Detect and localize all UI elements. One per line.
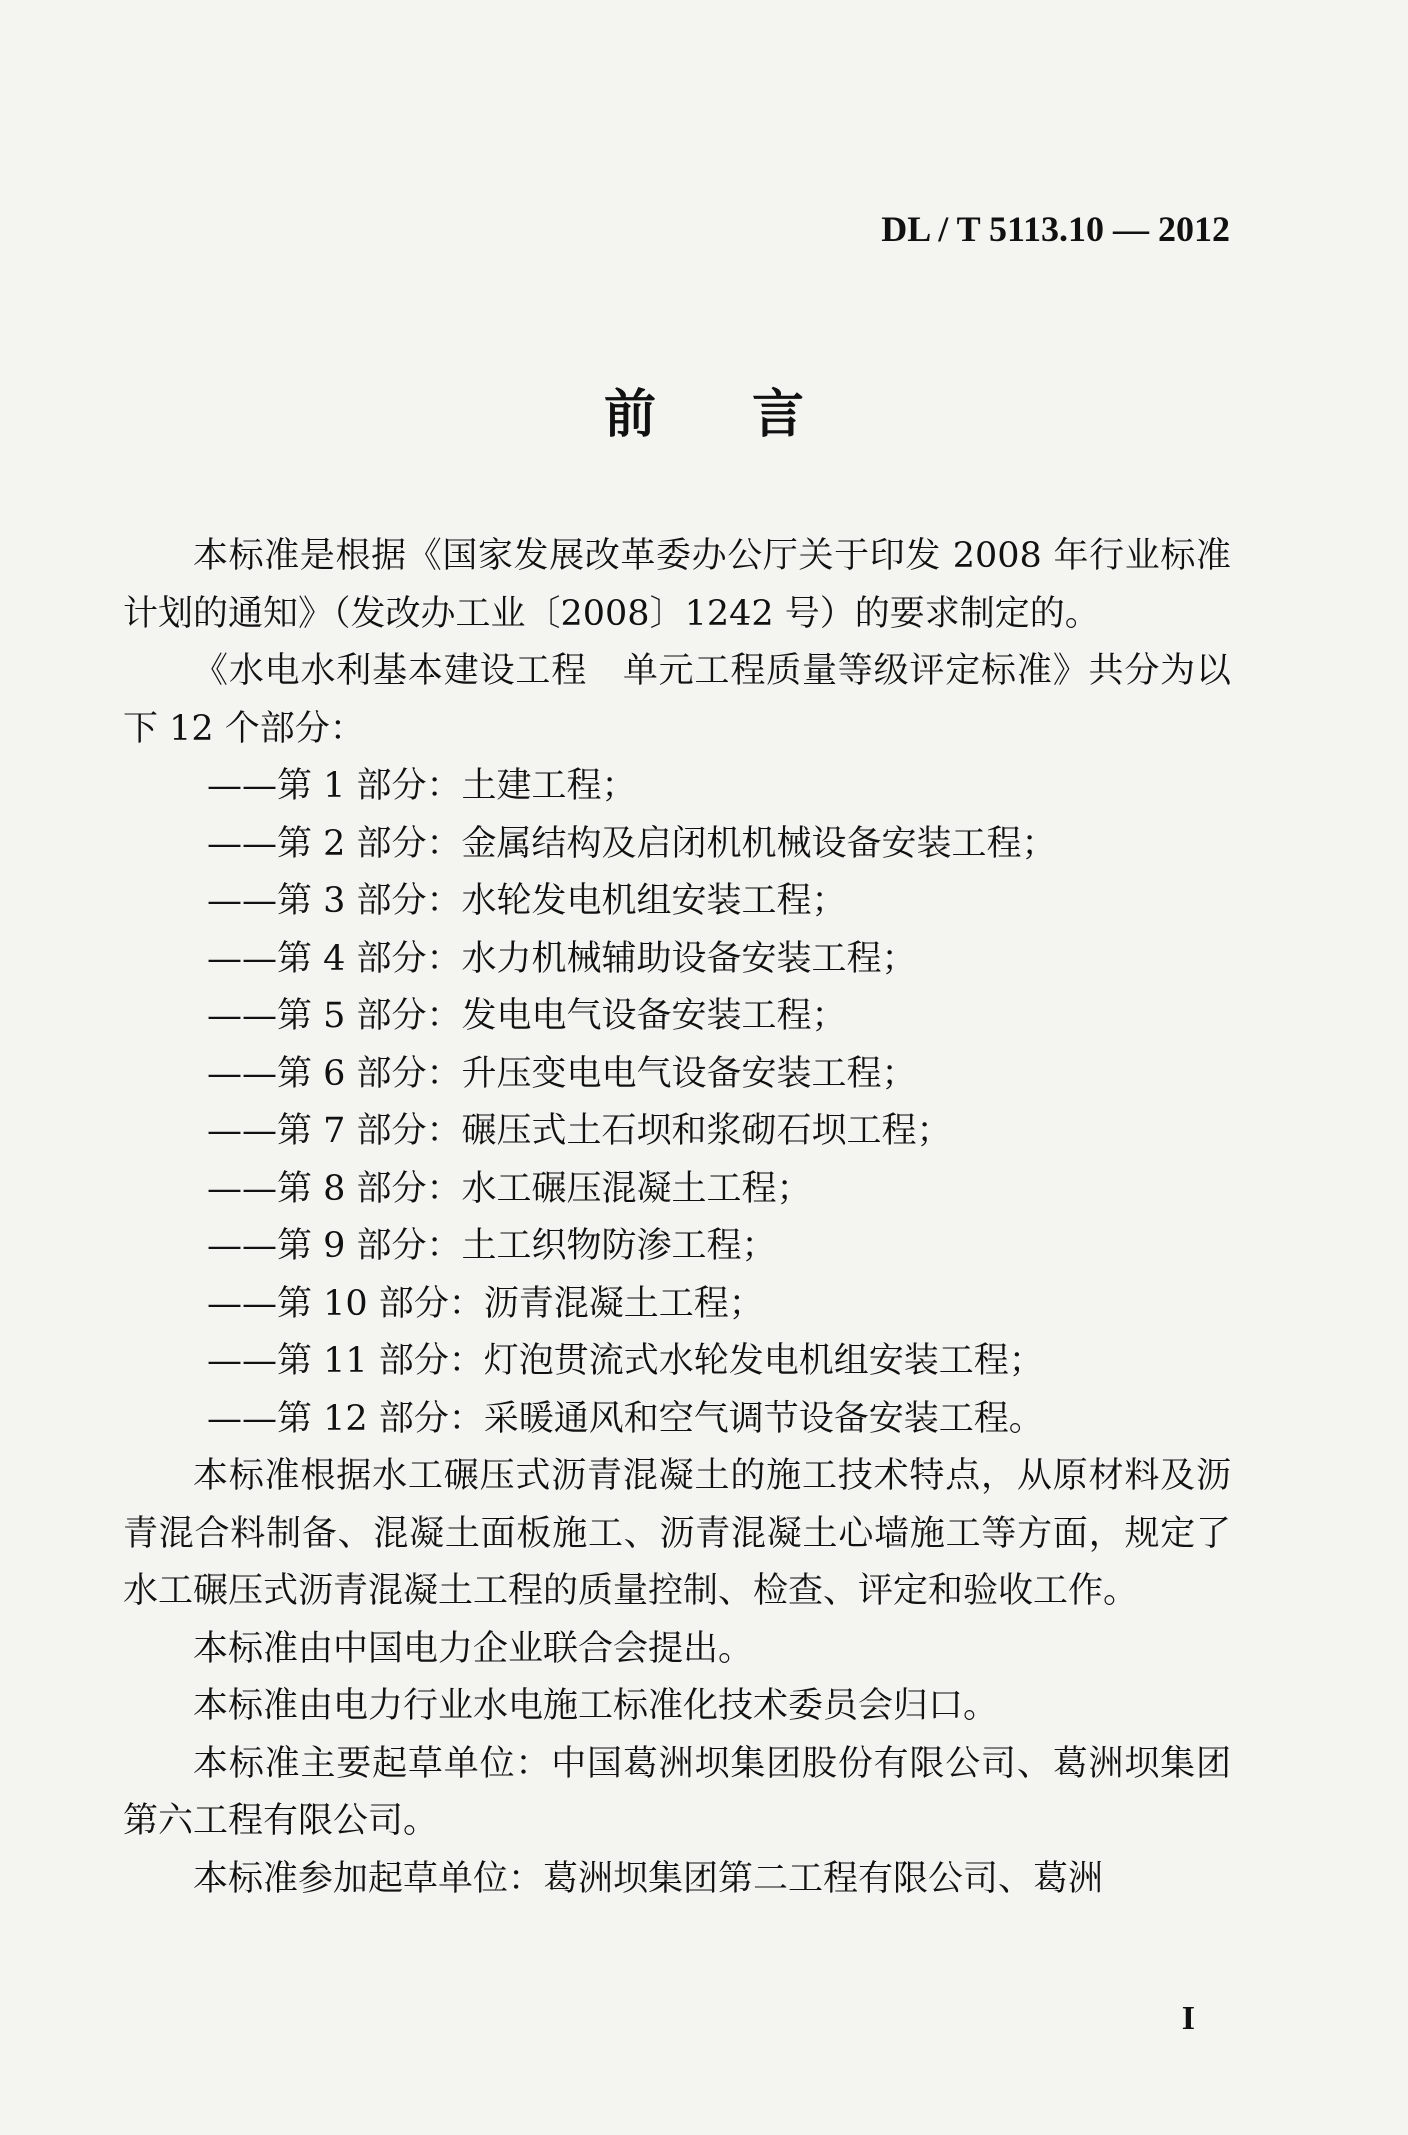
list-item: ——第 5 部分：发电电气设备安装工程； bbox=[207, 996, 847, 1036]
list-item: ——第 2 部分：金属结构及启闭机机械设备安装工程； bbox=[207, 823, 1057, 864]
list-item: ——第 10 部分：沥青混凝土工程； bbox=[207, 1283, 764, 1324]
paragraph-scope: 本标准根据水工碾压式沥青混凝土的施工技术特点，从原材料及沥青混合料制备、混凝土面板施工、沥青混凝土心墙施工等方面，规定了水工碾压式沥青混凝土工程的质量控制、检查、评定和验收工作。 bbox=[123, 1456, 1231, 1611]
list-item: ——第 3 部分：水轮发电机组安装工程； bbox=[207, 881, 847, 921]
paragraph-participating-drafters: 本标准参加起草单位：葛洲坝集团第二工程有限公司、葛洲 bbox=[193, 1858, 1104, 1899]
list-item: ——第 6 部分：升压变电电气设备安装工程； bbox=[207, 1053, 917, 1094]
list-item: ——第 11 部分：灯泡贯流式水轮发电机组安装工程； bbox=[207, 1341, 1044, 1381]
list-item: ——第 4 部分：水力机械辅助设备安装工程； bbox=[207, 938, 917, 979]
page-number: I bbox=[1181, 2000, 1195, 2037]
list-item: ——第 9 部分：土工织物防渗工程； bbox=[207, 1226, 777, 1266]
paragraph-committee: 本标准由电力行业水电施工标准化技术委员会归口。 bbox=[193, 1686, 999, 1726]
paragraph-parts-intro: 《水电水利基本建设工程 单元工程质量等级评定标准》共分为以下 12 个部分： bbox=[123, 651, 1231, 749]
paragraph-proposer: 本标准由中国电力企业联合会提出。 bbox=[193, 1628, 754, 1669]
list-item: ——第 8 部分：水工碾压混凝土工程； bbox=[207, 1168, 812, 1209]
list-item: ——第 12 部分：采暖通风和空气调节设备安装工程。 bbox=[207, 1398, 1044, 1439]
list-item: ——第 7 部分：碾压式土石坝和浆砌石坝工程； bbox=[207, 1111, 952, 1151]
standard-code: DL / T 5113.10 — 2012 bbox=[881, 209, 1230, 249]
body-text bbox=[123, 528, 1231, 1908]
paragraph-basis: 本标准是根据《国家发展改革委办公厅关于印发 2008 年行业标准计划的通知》（发改办工业〔2008〕1242 号）的要求制定的。 bbox=[123, 536, 1231, 634]
paragraph-main-drafters: 本标准主要起草单位：中国葛洲坝集团股份有限公司、葛洲坝集团第六工程有限公司。 bbox=[123, 1743, 1231, 1841]
parts-list bbox=[123, 758, 1231, 1448]
list-item: ——第 1 部分：土建工程； bbox=[207, 766, 637, 806]
page-title: 前言 bbox=[603, 384, 900, 445]
